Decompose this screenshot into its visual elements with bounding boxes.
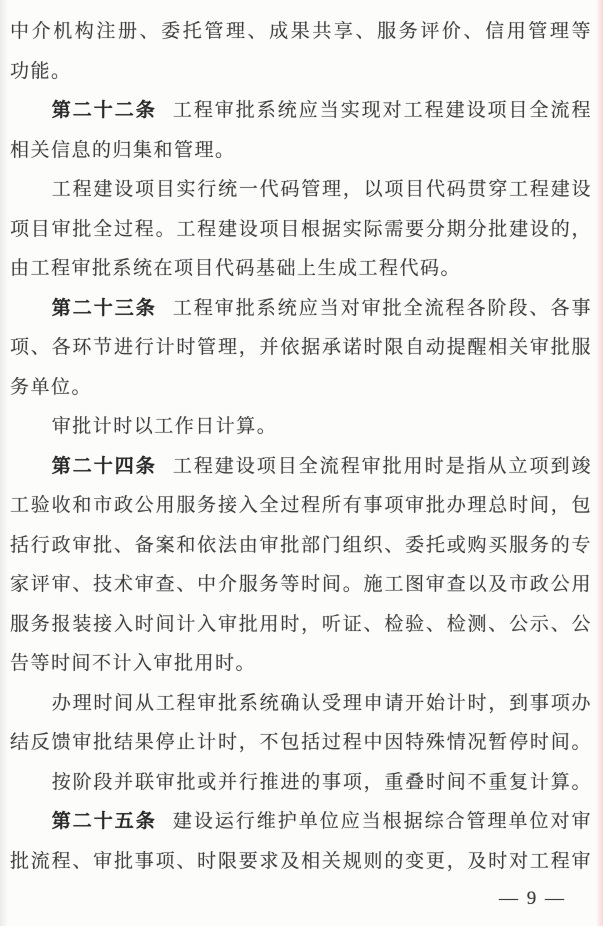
line-text: 办理时间从工程审批系统确认受理申请开始计时，到事项办 [51,692,592,714]
text-line [10,802,592,842]
line-text: 括行政审批、备案和依法由审批部门组织、委托或购买服务的专 [10,534,592,556]
text-line [10,605,592,645]
text-line [10,684,592,724]
text-line [10,565,592,605]
line-text: 工程审批系统应当实现对工程建设项目全流程 [172,100,592,121]
article-number: 第二十三条 [51,297,157,319]
text-line [10,12,592,52]
text-line [10,526,592,566]
text-line [10,842,592,882]
text-line [10,289,592,329]
text-line [10,328,592,368]
line-text: 建设运行维护单位应当根据综合管理单位对审 [172,811,592,832]
text-line [10,723,592,763]
line-text: 家评审、技术审查、中介服务等时间。施工图审查以及市政公用 [10,574,592,595]
line-text: 按阶段并联审批或并行推进的事项，重叠时间不重复计算。 [51,771,592,793]
line-text: 告等时间不计入审批用时。 [10,653,257,674]
line-text: 项目审批全过程。工程建设项目根据实际需要分期分批建设的， [10,218,592,240]
line-text: 工验收和市政公用服务接入全过程所有事项审批办理总时间，包 [10,495,592,516]
line-text: 项、各环节进行计时管理，并依据承诺时限自动提醒相关审批服 [10,337,592,358]
line-text: 结反馈审批结果停止计时，不包括过程中因特殊情况暂停时间。 [10,732,592,753]
text-line [10,447,592,487]
text-line [10,368,592,408]
line-text: 相关信息的归集和管理。 [10,139,236,161]
line-text: 功能。 [10,60,72,82]
line-text: 工程建设项目全流程审批用时是指从立项到竣 [172,455,592,477]
text-line [10,763,592,803]
line-text: 工程建设项目实行统一代码管理，以项目代码贯穿工程建设 [51,179,592,200]
text-line [10,91,592,131]
article-number: 第二十四条 [51,455,157,477]
text-line [10,210,592,250]
text-line [10,249,592,289]
line-text: 审批计时以工作日计算。 [51,416,278,437]
article-number: 第二十二条 [51,100,157,121]
line-text: 批流程、审批事项、时限要求及相关规则的变更，及时对工程审 [10,850,592,872]
line-text: 由工程审批系统在项目代码基础上生成工程代码。 [10,258,462,279]
page-number: — 9 — [499,888,566,909]
line-text: 务单位。 [10,376,93,398]
article-number: 第二十五条 [51,811,157,832]
text-line [10,407,592,447]
text-line [10,131,592,171]
text-line [10,52,592,92]
text-line [10,170,592,210]
text-line [10,486,592,526]
line-text: 工程审批系统应当对审批全流程各阶段、各事 [172,297,592,319]
text-line [10,644,592,684]
line-text: 中介机构注册、委托管理、成果共享、服务评价、信用管理等 [10,21,592,42]
line-text: 服务报装接入时间计入审批用时，听证、检验、检测、公示、公 [10,613,592,635]
